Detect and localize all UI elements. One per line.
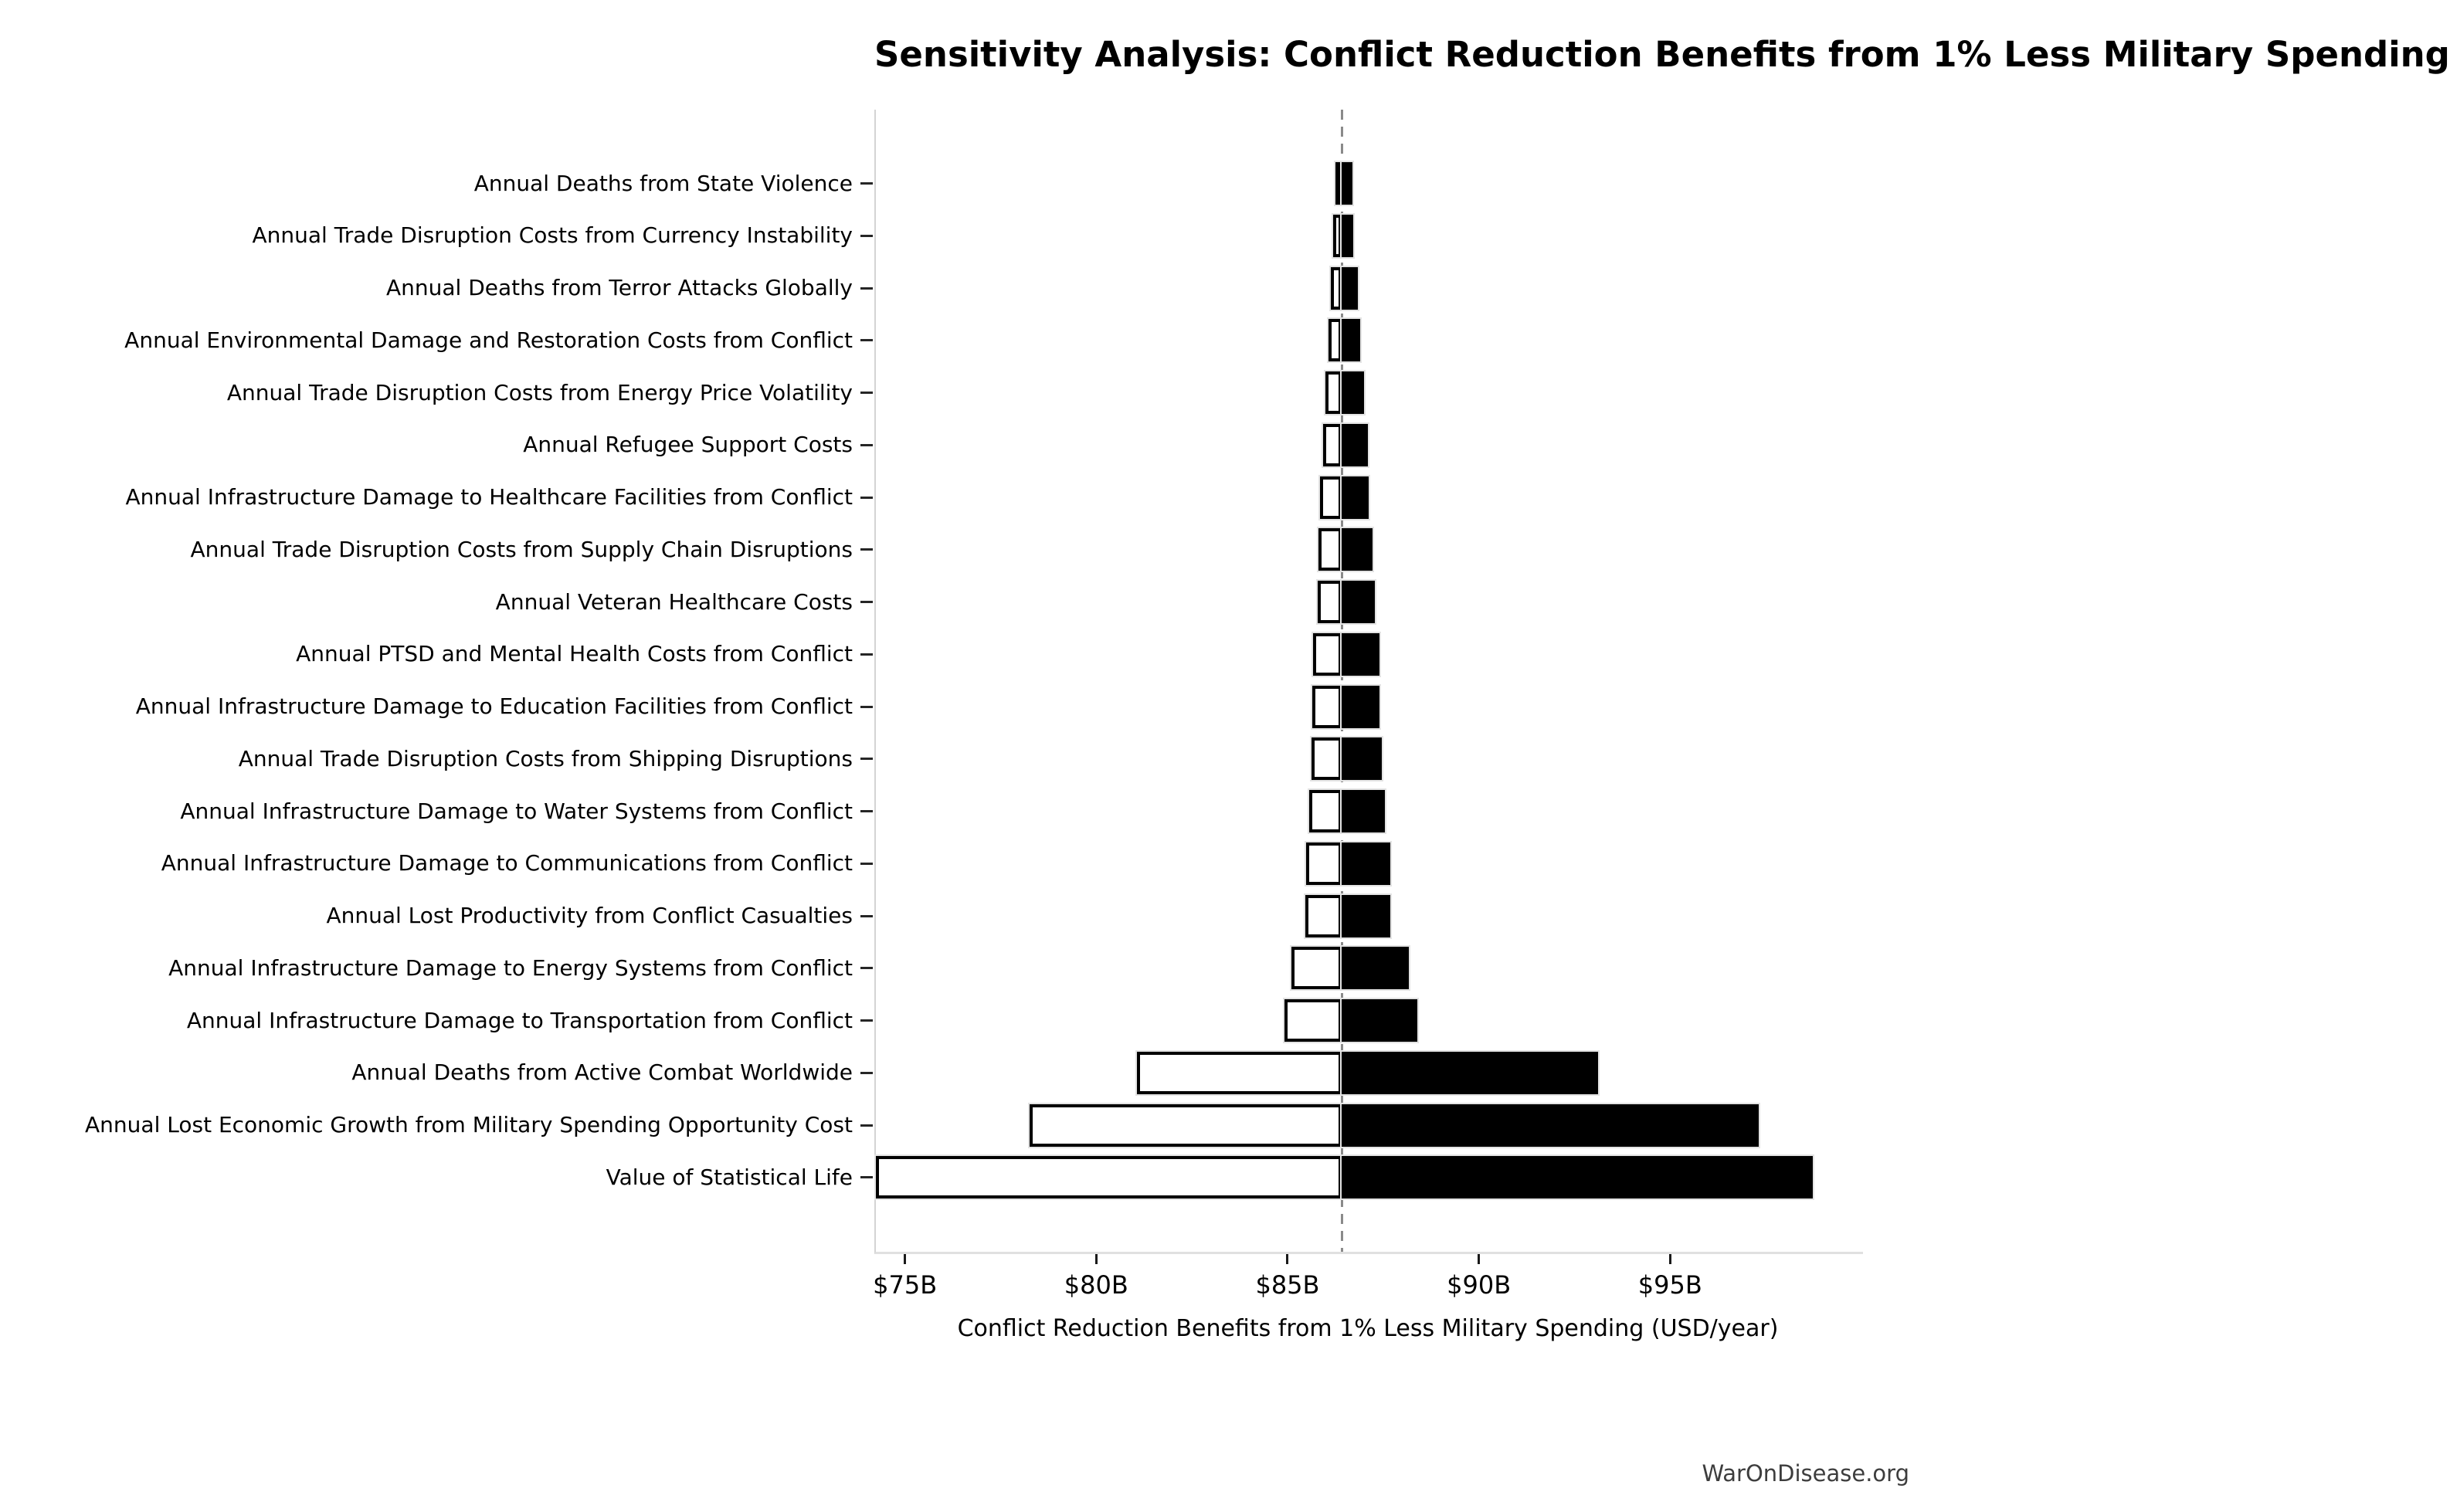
- x-tick-mark: [1669, 1254, 1671, 1264]
- y-axis-label: Annual Infrastructure Damage to Energy Systems from Conflict: [168, 954, 853, 981]
- bar-high-2: [1342, 267, 1358, 310]
- y-axis-label: Annual Veteran Healthcare Costs: [495, 588, 853, 615]
- y-tick-mark: [860, 1019, 873, 1022]
- bar-low-14: [1305, 895, 1342, 937]
- y-tick-mark: [860, 810, 873, 812]
- bar-high-19: [1342, 1156, 1812, 1198]
- bar-high-16: [1342, 999, 1417, 1042]
- bar-low-12: [1309, 790, 1342, 832]
- bar-high-8: [1342, 581, 1375, 623]
- y-axis-label: Annual Infrastructure Damage to Education Facilities from Conflict: [135, 693, 853, 719]
- bar-high-17: [1342, 1052, 1597, 1094]
- y-tick-mark: [860, 497, 873, 499]
- y-axis-label: Annual Deaths from Active Combat Worldwide: [351, 1059, 853, 1086]
- bar-low-13: [1306, 842, 1342, 885]
- bar-low-9: [1313, 633, 1342, 676]
- y-tick-mark: [860, 706, 873, 708]
- y-axis-label: Annual Infrastructure Damage to Transportation from Conflict: [186, 1007, 853, 1033]
- y-axis-label: Annual Deaths from Terror Attacks Globally: [385, 275, 853, 300]
- bar-high-13: [1342, 842, 1390, 885]
- y-tick-mark: [860, 444, 873, 446]
- bar-low-16: [1284, 999, 1342, 1042]
- bar-low-0: [1335, 162, 1342, 205]
- y-tick-mark: [860, 1176, 873, 1178]
- chart-title: Sensitivity Analysis: Conflict Reduction Benefits from 1% Less Military Spending: [874, 34, 2450, 75]
- y-tick-mark: [860, 548, 873, 551]
- y-axis-label: Annual Trade Disruption Costs from Currency Instability: [252, 222, 853, 249]
- y-tick-mark: [860, 915, 873, 917]
- bar-high-18: [1342, 1104, 1758, 1147]
- y-tick-mark: [860, 235, 873, 237]
- y-tick-mark: [860, 287, 873, 290]
- bar-high-10: [1342, 686, 1379, 728]
- y-axis-label: Annual Lost Productivity from Conflict Casualties: [326, 903, 853, 928]
- y-axis-label: Annual Trade Disruption Costs from Supply Chain Disruptions: [190, 536, 853, 562]
- bar-low-3: [1328, 319, 1342, 361]
- y-tick-mark: [860, 392, 873, 394]
- bar-low-19: [876, 1156, 1342, 1198]
- bar-high-7: [1342, 528, 1373, 571]
- x-tick-mark: [1095, 1254, 1098, 1264]
- y-axis-label: Annual Infrastructure Damage to Healthcare Facilities from Conflict: [125, 484, 853, 510]
- y-tick-mark: [860, 653, 873, 656]
- y-tick-mark: [860, 863, 873, 865]
- y-axis-label: Annual Environmental Damage and Restoration Costs from Conflict: [124, 327, 853, 353]
- y-tick-mark: [860, 339, 873, 341]
- bar-high-0: [1342, 162, 1352, 205]
- y-axis-label: Annual Trade Disruption Costs from Shipping Disruptions: [238, 745, 853, 771]
- bar-high-14: [1342, 895, 1390, 937]
- y-axis-label: Annual Trade Disruption Costs from Energy Price Volatility: [226, 379, 853, 405]
- bar-low-8: [1318, 581, 1342, 623]
- bar-low-4: [1325, 371, 1342, 414]
- x-tick-mark: [904, 1254, 906, 1264]
- bar-low-15: [1291, 947, 1342, 989]
- bar-low-17: [1137, 1052, 1342, 1094]
- y-tick-mark: [860, 967, 873, 969]
- bar-high-12: [1342, 790, 1384, 832]
- plot-area: [874, 110, 1863, 1254]
- y-axis-label: Annual PTSD and Mental Health Costs from Conflict: [296, 641, 853, 667]
- bar-high-15: [1342, 947, 1409, 989]
- y-tick-mark: [860, 601, 873, 603]
- bar-low-18: [1030, 1104, 1342, 1147]
- y-axis-label: Value of Statistical Life: [606, 1164, 853, 1190]
- x-tick-mark: [1286, 1254, 1288, 1264]
- bar-high-1: [1342, 215, 1352, 257]
- bar-high-5: [1342, 424, 1367, 466]
- y-axis-label: Annual Deaths from State Violence: [473, 170, 853, 196]
- x-axis-label: Conflict Reduction Benefits from 1% Less Military Spending (USD/year): [957, 1315, 1779, 1342]
- x-tick-label: $95B: [1637, 1270, 1702, 1300]
- bar-low-6: [1320, 476, 1342, 519]
- x-tick-label: $75B: [873, 1270, 938, 1300]
- x-tick-label: $80B: [1064, 1270, 1128, 1300]
- y-axis-label: Annual Infrastructure Damage to Water Systems from Conflict: [180, 798, 853, 824]
- bar-low-7: [1318, 528, 1342, 571]
- bar-high-3: [1342, 319, 1360, 361]
- y-axis-label: Annual Infrastructure Damage to Communications from Conflict: [161, 850, 853, 876]
- x-tick-label: $85B: [1255, 1270, 1320, 1300]
- bar-low-5: [1323, 424, 1342, 466]
- bar-high-6: [1342, 476, 1369, 519]
- watermark: WarOnDisease.org: [1702, 1460, 1909, 1487]
- y-tick-mark: [860, 1072, 873, 1074]
- bar-low-10: [1312, 686, 1342, 728]
- x-tick-label: $90B: [1447, 1270, 1512, 1300]
- y-tick-mark: [860, 182, 873, 185]
- bar-low-11: [1312, 737, 1342, 780]
- y-tick-mark: [860, 758, 873, 760]
- y-axis-label: Annual Lost Economic Growth from Military Spending Opportunity Cost: [85, 1112, 853, 1137]
- bar-high-9: [1342, 633, 1379, 676]
- bar-high-11: [1342, 737, 1382, 780]
- bar-high-4: [1342, 371, 1363, 414]
- bar-low-1: [1333, 215, 1342, 257]
- y-tick-mark: [860, 1124, 873, 1127]
- x-tick-mark: [1478, 1254, 1480, 1264]
- bar-low-2: [1331, 267, 1342, 310]
- y-axis-label: Annual Refugee Support Costs: [523, 432, 853, 458]
